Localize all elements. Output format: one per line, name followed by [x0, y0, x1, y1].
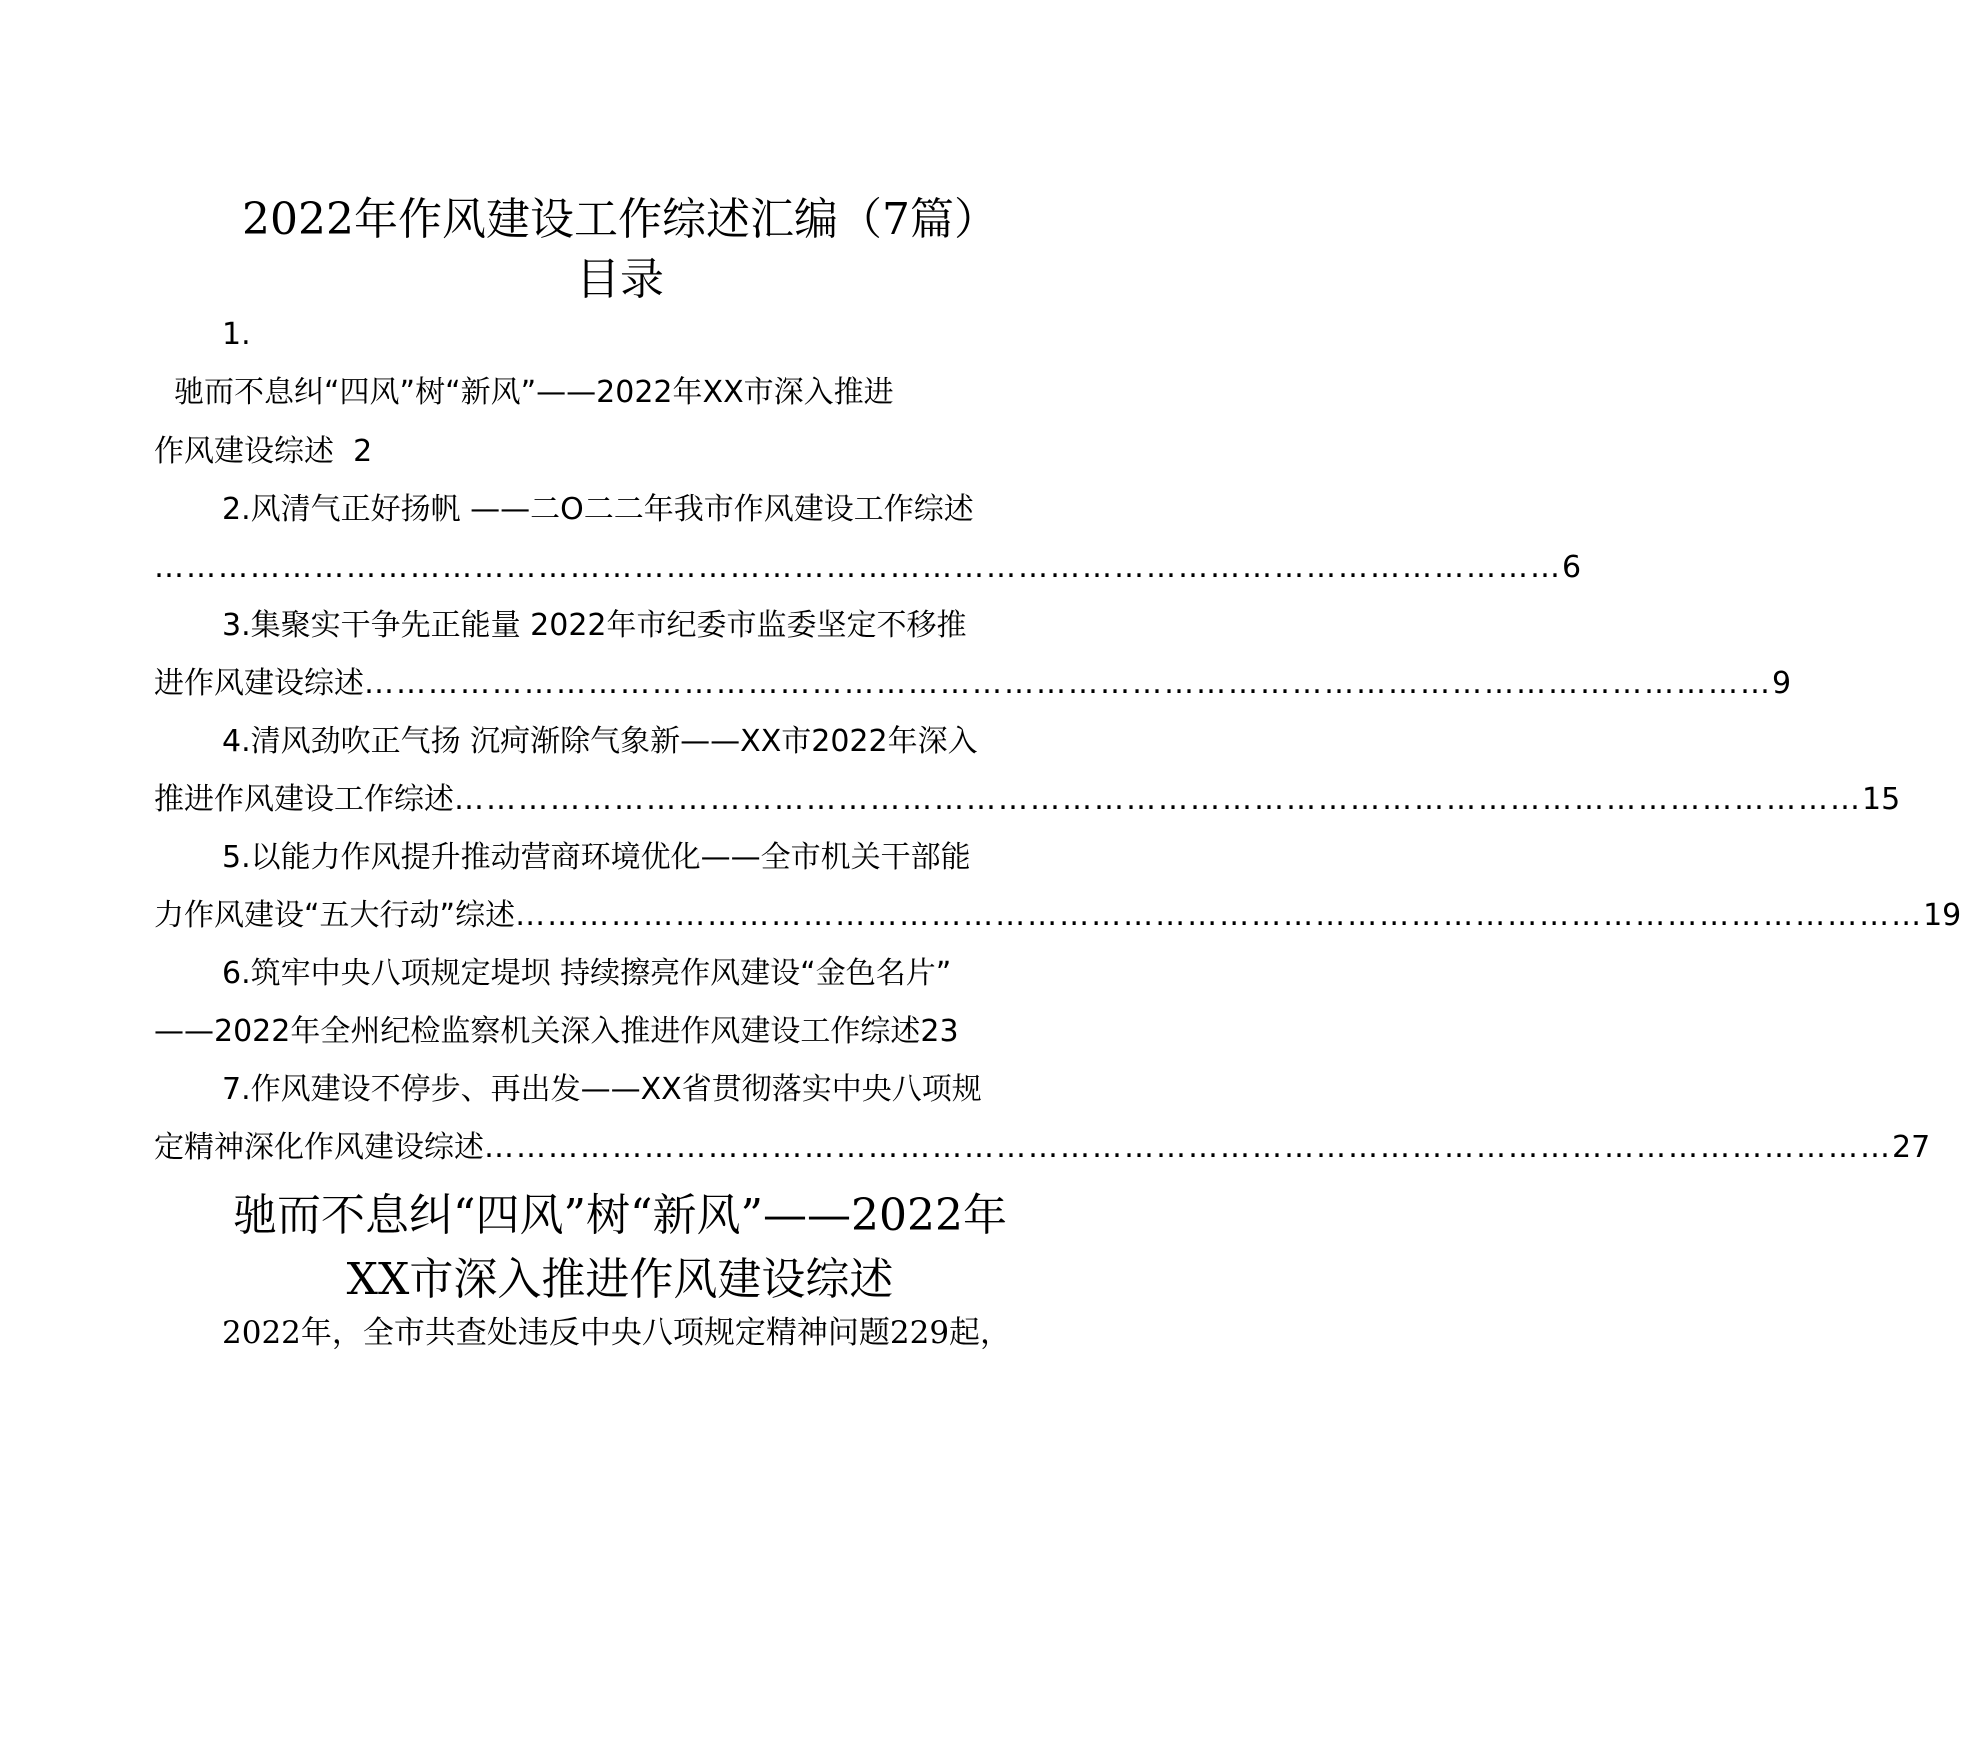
toc-item-7-page: 27: [1892, 1130, 1931, 1165]
toc-leader-dots: ……………………………………………………………………………………………………………………: [484, 1130, 1892, 1165]
toc-item-5-leader-line[interactable]: [154, 896, 1961, 936]
document-title: 2022年作风建设工作综述汇编（7篇）: [242, 194, 998, 245]
toc-item-7-leader-line[interactable]: [154, 1128, 1931, 1168]
toc-item-3-page: 9: [1772, 666, 1792, 701]
toc-item-2-leader-line[interactable]: [154, 548, 1582, 588]
toc-leader-dots: ……………………………………………………………………………………………………………………: [515, 898, 1924, 933]
toc-item-6-continued[interactable]: [154, 1012, 1089, 1052]
section-title-line-1: 驰而不息纠“四风”树“新风”——2022年: [233, 1190, 1007, 1241]
toc-item-7-title[interactable]: 7.作风建设不停步、再出发——XX省贯彻落实中央八项规: [222, 1072, 982, 1107]
toc-item-1-title[interactable]: 驰而不息纠“四风”树“新风”——2022年XX市深入推进: [174, 375, 894, 410]
section-title-line-2: XX市深入推进作风建设综述: [346, 1254, 894, 1305]
toc-item-6-title-cont: ——2022年全州纪检监察机关深入推进作风建设工作综述: [154, 1014, 921, 1049]
toc-heading: 目录: [576, 254, 664, 305]
toc-item-4-page: 15: [1862, 782, 1901, 817]
toc-item-2-title[interactable]: 2.风清气正好扬帆 ——二O二二年我市作风建设工作综述: [222, 492, 974, 527]
section-first-paragraph: 2022年，全市共查处违反中央八项规定精神问题229起，: [222, 1315, 1012, 1351]
toc-item-4-title[interactable]: 4.清风劲吹正气扬 沉疴渐除气象新——XX市2022年深入: [222, 724, 978, 759]
toc-item-3-leader-line[interactable]: [154, 664, 1792, 704]
toc-item-3-title-cont: 进作风建设综述: [154, 666, 364, 701]
toc-item-5-title-cont: 力作风建设“五大行动”综述: [154, 898, 516, 933]
toc-item-4-title-cont: 推进作风建设工作综述: [154, 782, 454, 817]
toc-item-4-leader-line[interactable]: [154, 780, 1901, 820]
toc-item-1-page: 2: [353, 434, 373, 469]
toc-item-1-title-cont: 作风建设综述: [154, 434, 334, 469]
toc-item-5-page: 19: [1923, 898, 1961, 933]
toc-item-6-title[interactable]: 6.筑牢中央八项规定堤坝 持续擦亮作风建设“金色名片”: [222, 956, 952, 991]
toc-leader-dots: ……………………………………………………………………………………………………………………: [154, 550, 1562, 585]
toc-leader-dots: ……………………………………………………………………………………………………………………: [364, 666, 1772, 701]
toc-item-1-number: 1.: [222, 317, 251, 352]
toc-item-7-title-cont: 定精神深化作风建设综述: [154, 1130, 484, 1165]
toc-item-3-title[interactable]: 3.集聚实干争先正能量 2022年市纪委市监委坚定不移推: [222, 608, 967, 643]
toc-item-2-page: 6: [1562, 550, 1582, 585]
toc-item-6-page: 23: [920, 1014, 959, 1049]
toc-item-5-title[interactable]: 5.以能力作风提升推动营商环境优化——全市机关干部能: [222, 840, 971, 875]
toc-leader-dots: ……………………………………………………………………………………………………………………: [454, 782, 1862, 817]
toc-item-1-continued[interactable]: [154, 432, 1089, 472]
